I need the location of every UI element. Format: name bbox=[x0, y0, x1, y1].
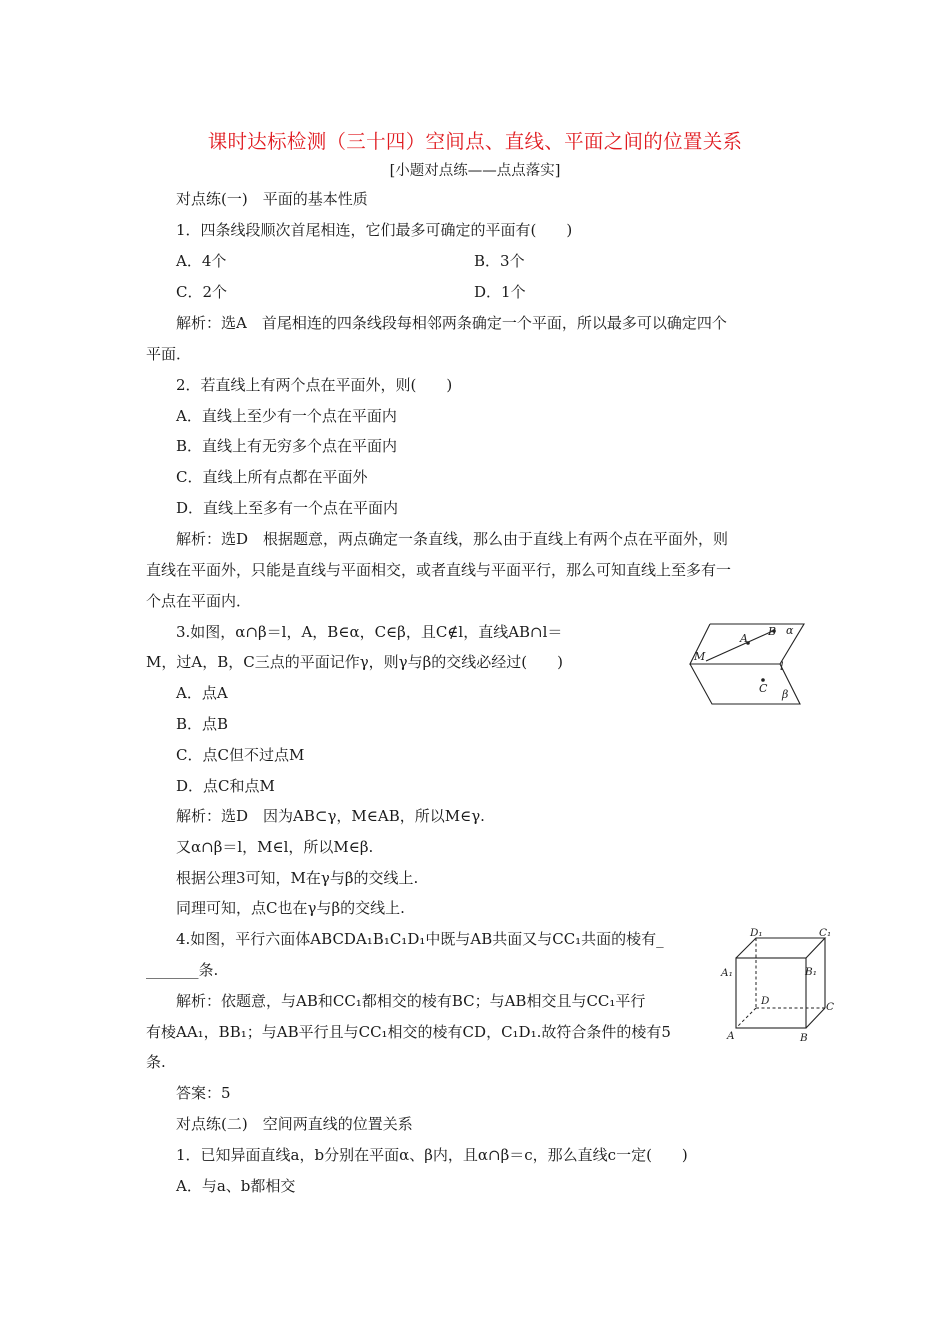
solution-text: 同理可知，点C也在γ与β的交线上. bbox=[176, 899, 405, 917]
solution-text: 条. bbox=[146, 1053, 166, 1071]
edge-bc bbox=[806, 1008, 825, 1028]
option-b: B．3个 bbox=[474, 252, 525, 270]
page-title: 课时达标检测（三十四）空间点、直线、平面之间的位置关系 bbox=[207, 130, 743, 153]
question-text: 2．若直线上有两个点在平面外，则( ) bbox=[176, 376, 453, 394]
label-b1: B₁ bbox=[805, 966, 817, 978]
question-text: M，过A，B，C三点的平面记作γ，则γ与β的交线必经过( ) bbox=[146, 653, 563, 671]
solution-text: 平面． bbox=[146, 345, 192, 363]
label-m: M bbox=[694, 650, 706, 663]
option-c: C．点C但不过点M bbox=[176, 746, 305, 764]
solution-text: 直线在平面外，只能是直线与平面相交，或者直线与平面平行，那么可知直线上至多有一 bbox=[146, 561, 732, 579]
solution-text: 解析：选D 根据题意，两点确定一条直线，那么由于直线上有两个点在平面外，则 bbox=[176, 530, 729, 548]
planes-figure bbox=[686, 618, 806, 708]
option-c: C．直线上所有点都在平面外 bbox=[176, 468, 368, 486]
label-a: A bbox=[727, 1030, 735, 1042]
label-a1: A₁ bbox=[721, 967, 733, 979]
option-a: A．与a、b都相交 bbox=[176, 1177, 296, 1195]
label-c: C bbox=[826, 1001, 835, 1013]
edge-ad bbox=[736, 1008, 756, 1028]
section-subtitle: [小题对点练——点点落实] bbox=[389, 163, 561, 179]
label-b: B bbox=[768, 625, 777, 638]
section-heading: 对点练(二) 空间两直线的位置关系 bbox=[176, 1115, 413, 1133]
option-d: D．直线上至多有一个点在平面内 bbox=[176, 499, 399, 517]
question-text: 4.如图，平行六面体ABCDA₁B₁C₁D₁中既与AB共面又与CC₁共面的棱有_ bbox=[176, 930, 664, 948]
solution-text: 个点在平面内． bbox=[146, 592, 252, 610]
question-text: 1．已知异面直线a，b分别在平面α、β内，且α∩β＝c，那么直线c一定( ) bbox=[176, 1146, 688, 1164]
solution-text: 解析：依题意，与AB和CC₁都相交的棱有BC；与AB相交且与CC₁平行 bbox=[176, 992, 646, 1010]
parallelepiped-figure bbox=[718, 924, 840, 1048]
label-alpha: α bbox=[786, 624, 794, 637]
label-d1: D₁ bbox=[750, 927, 763, 939]
label-c1: C₁ bbox=[819, 927, 832, 939]
option-d: D．1个 bbox=[474, 283, 526, 301]
question-text: 3.如图，α∩β＝l，A，B∈α，C∈β，且C∉l，直线AB∩l＝ bbox=[176, 623, 563, 641]
top-face bbox=[736, 938, 825, 958]
solution-text: 又α∩β＝l，M∈l，所以M∈β. bbox=[176, 838, 374, 856]
question-text: 1．四条线段顺次首尾相连，它们最多可确定的平面有( ) bbox=[176, 221, 573, 239]
label-l: l bbox=[780, 660, 784, 673]
solution-text: 有棱AA₁，BB₁；与AB平行且与CC₁相交的棱有CD，C₁D₁.故符合条件的棱有5 bbox=[146, 1023, 671, 1041]
label-beta: β bbox=[782, 688, 789, 701]
option-a: A．4个 bbox=[176, 252, 227, 270]
option-c: C．2个 bbox=[176, 283, 228, 301]
option-a: A．直线上至少有一个点在平面内 bbox=[176, 407, 397, 425]
option-b: B．点B bbox=[176, 715, 229, 733]
answer-text: 答案：5 bbox=[176, 1084, 231, 1102]
label-c: C bbox=[759, 682, 768, 695]
question-text: _______条. bbox=[146, 961, 219, 979]
section-heading: 对点练(一) 平面的基本性质 bbox=[176, 190, 368, 208]
label-d: D bbox=[761, 995, 770, 1007]
solution-text: 解析：选D 因为AB⊂γ，M∈AB，所以M∈γ. bbox=[176, 807, 485, 825]
option-a: A．点A bbox=[176, 684, 228, 702]
solution-text: 解析：选A 首尾相连的四条线段每相邻两条确定一个平面，所以最多可以确定四个 bbox=[176, 314, 727, 332]
solution-text: 根据公理3可知，M在γ与β的交线上. bbox=[176, 869, 419, 887]
label-b: B bbox=[800, 1032, 808, 1044]
option-b: B．直线上有无穷多个点在平面内 bbox=[176, 437, 398, 455]
label-a: A bbox=[740, 632, 748, 645]
option-d: D．点C和点M bbox=[176, 777, 275, 795]
